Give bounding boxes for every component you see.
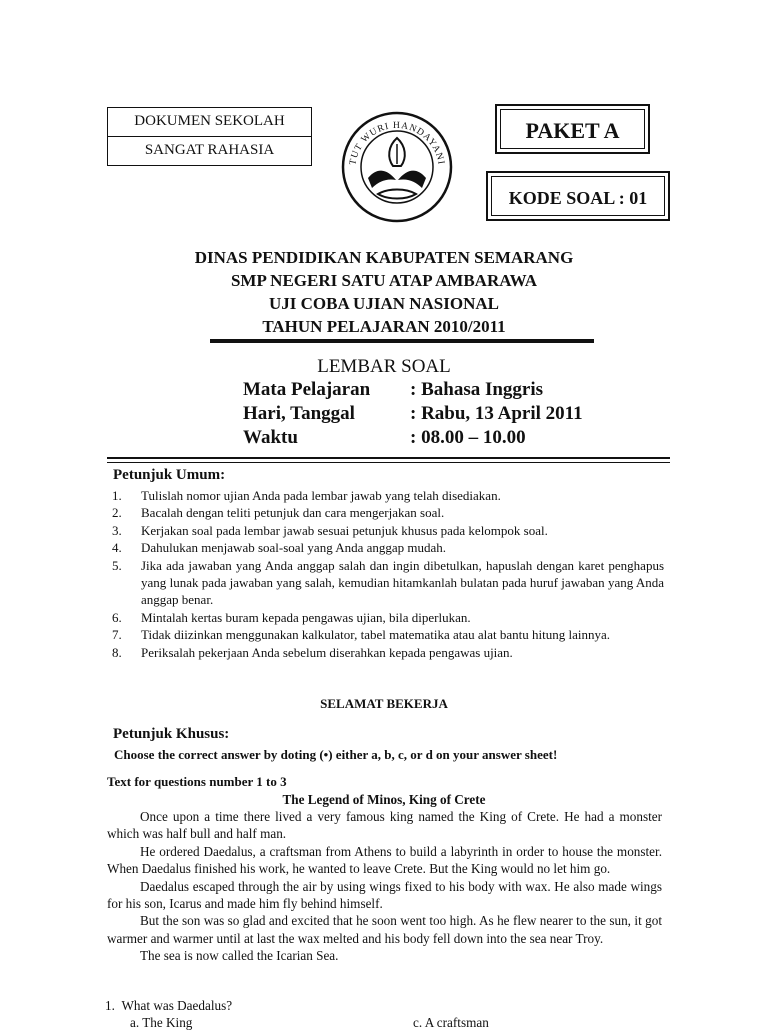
header-line: SMP NEGERI SATU ATAP AMBARAWA (230, 271, 538, 290)
meta-value: : Rabu, 13 April 2011 (410, 403, 583, 424)
meta-row (243, 402, 583, 426)
item-number: 6. (112, 609, 122, 625)
item-text: Jika ada jawaban yang Anda anggap salah dan ingin dibetulkan, hapuslah dengan karet penghapus yang lunak pada jawaban yang salah, kemudian hitamkanlah bulatan pada huruf jawaban yang Anda anggap benar. (141, 557, 664, 608)
list-item (112, 644, 664, 661)
exam-meta (243, 378, 583, 450)
lembar-soal-title: LEMBAR SOAL (317, 356, 451, 377)
item-number: 8. (112, 644, 122, 660)
item-text: Periksalah pekerjaan Anda sebelum diserahkan kepada pengawas ujian. (141, 644, 513, 660)
meta-key: Mata Pelajaran (243, 379, 371, 400)
item-text: Mintalah kertas buram kepada pengawas ujian, bila diperlukan. (141, 609, 471, 625)
doc-label-school: DOKUMEN SEKOLAH (134, 113, 285, 129)
list-item (112, 626, 664, 643)
header-divider (210, 339, 594, 343)
list-item (112, 504, 664, 521)
list-item (112, 539, 664, 556)
list-item (112, 609, 664, 626)
exam-header (0, 246, 768, 338)
petunjuk-umum-title: Petunjuk Umum: (113, 467, 226, 483)
section-divider (107, 457, 670, 459)
passage-paragraph: Daedalus escaped through the air by using wings fixed to his body with wax. He also made wings for his son, Icarus and made him fly behind himself. (107, 878, 662, 912)
option-a: a. The King (130, 1015, 193, 1030)
section-divider-thin (107, 462, 670, 463)
petunjuk-khusus-title: Petunjuk Khusus: (113, 726, 230, 742)
item-text: Tulislah nomor ujian Anda pada lembar jawab yang telah disediakan. (141, 488, 501, 503)
header-line: UJI COBA UJIAN NASIONAL (268, 294, 499, 313)
item-text: Dahulukan menjawab soal-soal yang Anda anggap mudah. (141, 540, 447, 556)
meta-value: : Bahasa Inggris (410, 379, 544, 400)
list-item (112, 557, 664, 609)
header-line: DINAS PENDIDIKAN KABUPATEN SEMARANG (194, 248, 574, 267)
passage-paragraph: Once upon a time there lived a very famous king named the King of Crete. He had a monster which was half bull and half man. (107, 809, 662, 842)
item-text: Bacalah dengan teliti petunjuk dan cara mengerjakan soal. (141, 505, 445, 521)
item-number: 3. (112, 522, 122, 538)
item-text: Tidak diizinkan menggunakan kalkulator, tabel matematika atau alat bantu hitung lainnya. (141, 627, 611, 643)
document-classification-box (107, 107, 312, 166)
tut-wuri-handayani-logo (338, 108, 456, 226)
passage-title: The Legend of Minos, King of Crete (282, 792, 486, 807)
selamat-bekerja: SELAMAT BEKERJA (320, 696, 448, 711)
item-number: 7. (112, 627, 122, 643)
reading-passage (107, 808, 662, 965)
meta-value: : 08.00 – 10.00 (410, 427, 526, 448)
item-text: Kerjakan soal pada lembar jawab sesuai petunjuk khusus pada kelompok soal. (141, 522, 548, 538)
passage-paragraph: But the son was so glad and excited that he soon went too high. As he flew nearer to the sun, it got warmer and warmer until at last the wax melted and his body fell down into the sea near Troy. (107, 913, 662, 946)
paket-box: PAKET A (495, 104, 650, 154)
question-text: What was Daedalus? (121, 998, 233, 1013)
meta-key: Hari, Tanggal (243, 403, 355, 424)
item-number: 1. (112, 488, 122, 503)
meta-row (243, 378, 583, 402)
question-1 (105, 997, 232, 1014)
meta-row (243, 426, 583, 450)
text-label: Text for questions number 1 to 3 (107, 774, 287, 789)
meta-key: Waktu (243, 427, 298, 448)
list-item (112, 522, 664, 539)
passage-paragraph: The sea is now called the Icarian Sea. (140, 948, 339, 964)
kode-soal-box: KODE SOAL : 01 (486, 171, 670, 221)
petunjuk-umum-list (112, 487, 664, 661)
question-number: 1. (105, 998, 115, 1013)
option-c: c. A craftsman (413, 1015, 489, 1030)
item-number: 4. (112, 540, 122, 556)
svg-text:TUT WURI HANDAYANI: TUT WURI HANDAYANI (348, 120, 446, 166)
list-item (112, 487, 664, 504)
header-line: TAHUN PELAJARAN 2010/2011 (262, 317, 506, 336)
petunjuk-khusus-instruction: Choose the correct answer by doting (•) either a, b, c, or d on your answer sheet! (114, 747, 558, 762)
passage-paragraph: He ordered Daedalus, a craftsman from Athens to build a labyrinth in order to house the monster. When Daedalus finished his work, he wanted to leave Crete. But the King would no let him go. (107, 843, 662, 877)
doc-label-secret: SANGAT RAHASIA (108, 136, 311, 165)
item-number: 5. (112, 557, 122, 573)
item-number: 2. (112, 505, 122, 521)
